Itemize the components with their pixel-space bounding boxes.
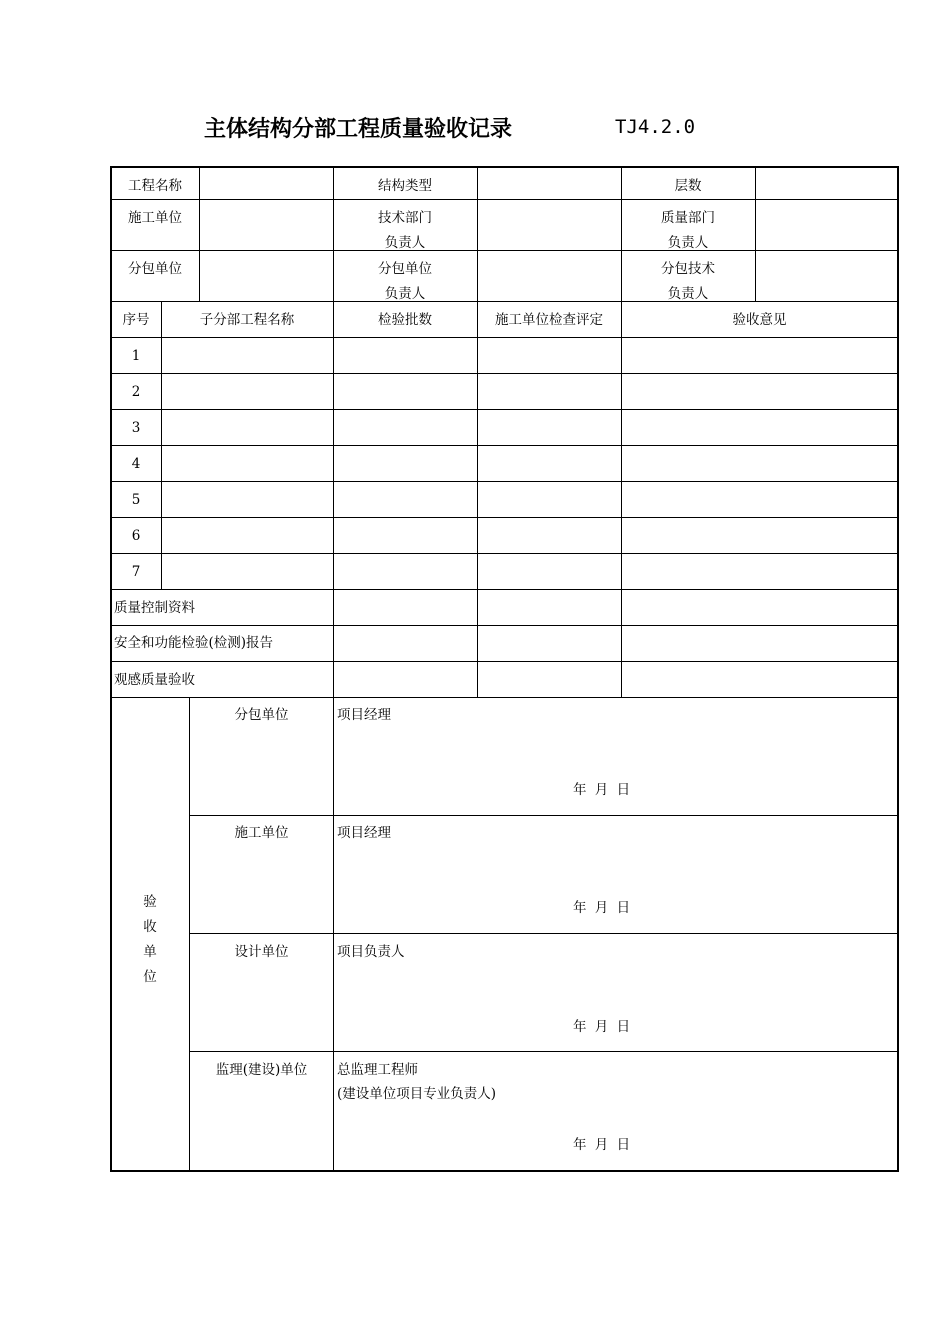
acceptance-label-char: 单 [143,944,157,960]
acceptance-unit-name: 施工单位 [234,825,289,841]
col-divider [333,697,334,1171]
project-name-label: 工程名称 [128,178,182,194]
row-divider [190,933,898,934]
row-number: 1 [131,348,141,364]
tech-dept-label: 技术部门 [378,210,432,226]
col-divider [199,167,200,301]
row-divider [111,250,898,251]
acceptance-role: 总监理工程师 [337,1062,418,1078]
col-header-seq: 序号 [122,312,150,328]
row-number: 4 [131,456,141,472]
subcontract-tech-label-2: 负责人 [667,286,709,302]
acceptance-role: 项目经理 [337,825,391,841]
row-divider [190,815,898,816]
quality-dept-label-2: 负责人 [667,235,709,251]
form-code: TJ4.2.0 [615,116,696,138]
row-divider [111,199,898,200]
col-divider [189,697,190,1171]
acceptance-label-char: 位 [143,969,157,985]
acceptance-unit-name: 监理(建设)单位 [215,1062,308,1078]
acceptance-unit-name: 设计单位 [234,944,289,960]
col-header-sub-name: 子分部工程名称 [199,312,295,328]
row-divider [111,697,898,698]
col-header-opinion: 验收意见 [732,312,787,328]
col-divider [755,167,756,301]
row-number: 2 [131,384,141,400]
acceptance-role: 项目负责人 [337,944,405,960]
row-divider [190,1051,898,1052]
structure-type-label: 结构类型 [378,178,432,194]
row-divider [111,481,898,482]
row-number: 6 [131,528,141,544]
quality-control-label: 质量控制资料 [114,600,195,616]
row-divider [111,553,898,554]
acceptance-date: 年 月 日 [573,782,631,798]
row-divider [111,625,898,626]
row-divider [111,301,898,302]
row-number: 5 [131,492,141,508]
acceptance-label-char: 验 [143,894,157,910]
appearance-label: 观感质量验收 [114,672,195,688]
acceptance-role: 项目经理 [337,707,391,723]
acceptance-unit-name: 分包单位 [234,707,289,723]
subcontract-unit-head-label: 分包单位 [378,261,432,277]
col-header-batches: 检验批数 [378,312,432,328]
acceptance-role-secondary: (建设单位项目专业负责人) [337,1086,497,1102]
row-divider [111,517,898,518]
row-number: 3 [131,420,141,436]
row-divider [111,373,898,374]
acceptance-date: 年 月 日 [573,1137,631,1153]
safety-report-label: 安全和功能检验(检测)报告 [114,635,274,651]
row-divider [111,409,898,410]
quality-dept-label: 质量部门 [661,210,715,226]
subcontract-unit-head-label-2: 负责人 [384,286,426,302]
row-divider [111,661,898,662]
row-divider [111,589,898,590]
subcontract-tech-label: 分包技术 [661,261,715,277]
construction-unit-label: 施工单位 [128,210,182,226]
subcontract-unit-label: 分包单位 [128,261,182,277]
col-header-evaluation: 施工单位检查评定 [495,312,603,328]
acceptance-date: 年 月 日 [573,1019,631,1035]
row-number: 7 [131,564,141,580]
row-divider [111,445,898,446]
col-divider [477,167,478,697]
acceptance-date: 年 月 日 [573,900,631,916]
floors-label: 层数 [674,178,702,194]
col-divider [161,301,162,589]
row-divider [111,337,898,338]
page-title: 主体结构分部工程质量验收记录 [204,117,513,142]
acceptance-label-char: 收 [143,919,157,935]
tech-dept-label-2: 负责人 [384,235,426,251]
